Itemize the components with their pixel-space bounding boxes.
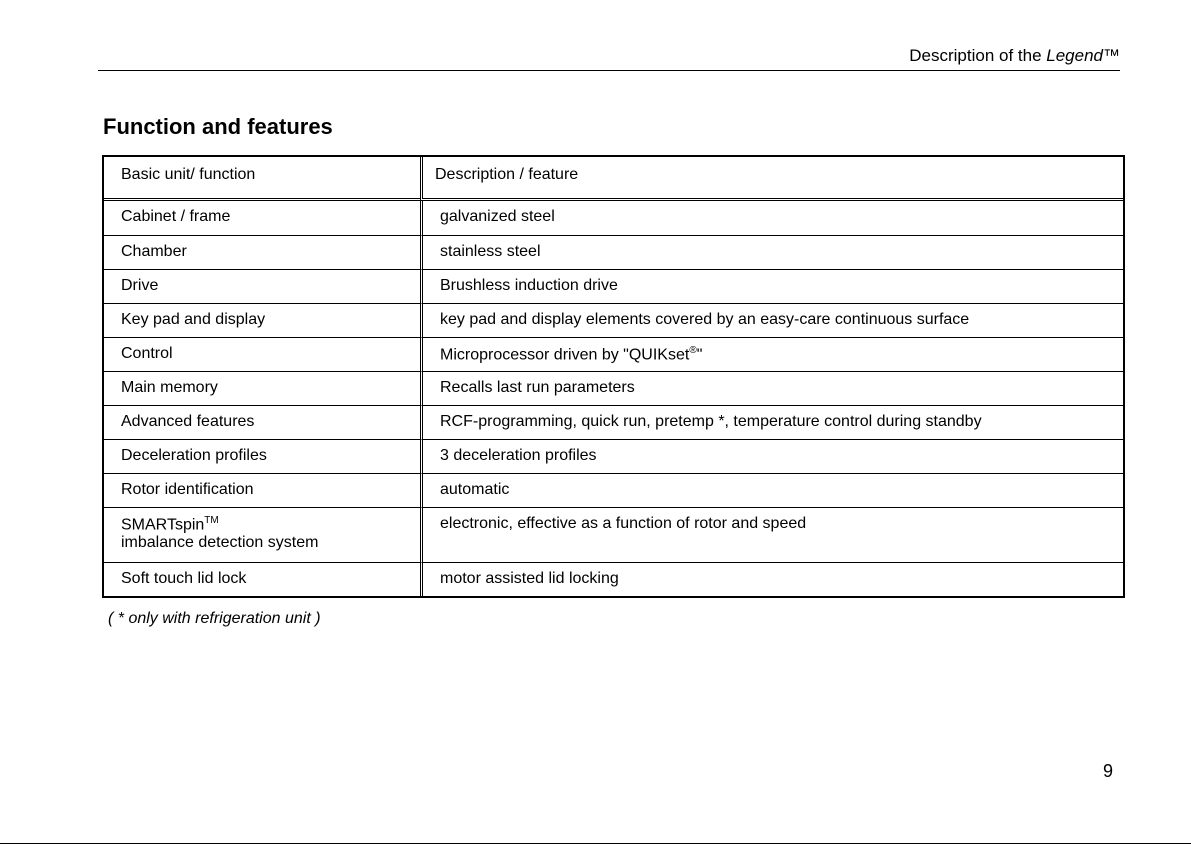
feature-cell: Recalls last run parameters: [420, 371, 1123, 405]
feature-cell: electronic, effective as a function of rotor and speed: [420, 507, 1123, 562]
table-row: [104, 269, 1123, 303]
function-cell: Deceleration profiles: [104, 439, 420, 473]
trademark-mark: TM: [204, 515, 219, 526]
function-cell: Control: [104, 337, 420, 371]
feature-cell: 3 deceleration profiles: [420, 439, 1123, 473]
column-header-feature: Description / feature: [420, 157, 1123, 201]
column-header-function: Basic unit/ function: [104, 157, 420, 201]
function-cell: Chamber: [104, 235, 420, 269]
page-bottom-divider: [0, 843, 1191, 844]
feature-cell: automatic: [420, 473, 1123, 507]
function-cell: Cabinet / frame: [121, 208, 231, 225]
registered-mark: ®: [689, 345, 697, 356]
feature-cell: galvanized steel: [420, 201, 1123, 235]
feature-cell: [420, 337, 1123, 371]
table-row: [104, 473, 1123, 507]
function-cell: Soft touch lid lock: [104, 562, 420, 596]
table-header-row: [104, 157, 1123, 201]
table-row: [104, 562, 1123, 596]
header-text: Description of the: [909, 46, 1047, 65]
page-number: 9: [1103, 761, 1114, 781]
feature-cell: key pad and display elements covered by an easy-care continuous surface: [420, 303, 1123, 337]
function-text-line2: imbalance detection system: [121, 534, 319, 552]
function-cell: Key pad and display: [104, 303, 420, 337]
function-cell: Rotor identification: [104, 473, 420, 507]
features-table: [102, 155, 1125, 598]
section-title: Function and features: [103, 114, 333, 139]
feature-cell: stainless steel: [420, 235, 1123, 269]
function-cell: Drive: [104, 269, 420, 303]
function-cell: [104, 507, 420, 562]
feature-cell: motor assisted lid locking: [420, 562, 1123, 596]
feature-text-suffix: ": [696, 346, 703, 364]
feature-text: Microprocessor driven by "QUIKset: [440, 346, 690, 364]
function-cell: Advanced features: [104, 405, 420, 439]
table-row: [104, 405, 1123, 439]
table-row: [104, 303, 1123, 337]
function-cell: Main memory: [104, 371, 420, 405]
table-row: [104, 235, 1123, 269]
table-row: [104, 439, 1123, 473]
table-row: [104, 337, 1123, 371]
function-text: SMARTspin: [121, 516, 205, 534]
header-brand: Legend™: [1046, 46, 1120, 65]
table-row: [104, 371, 1123, 405]
feature-cell: RCF-programming, quick run, pretemp *, temperature control during standby: [420, 405, 1123, 439]
table-row: [104, 201, 1123, 235]
footnote: ( * only with refrigeration unit ): [108, 610, 321, 627]
feature-cell: Brushless induction drive: [420, 269, 1123, 303]
table-row: [104, 507, 1123, 562]
running-header: [98, 46, 1120, 71]
